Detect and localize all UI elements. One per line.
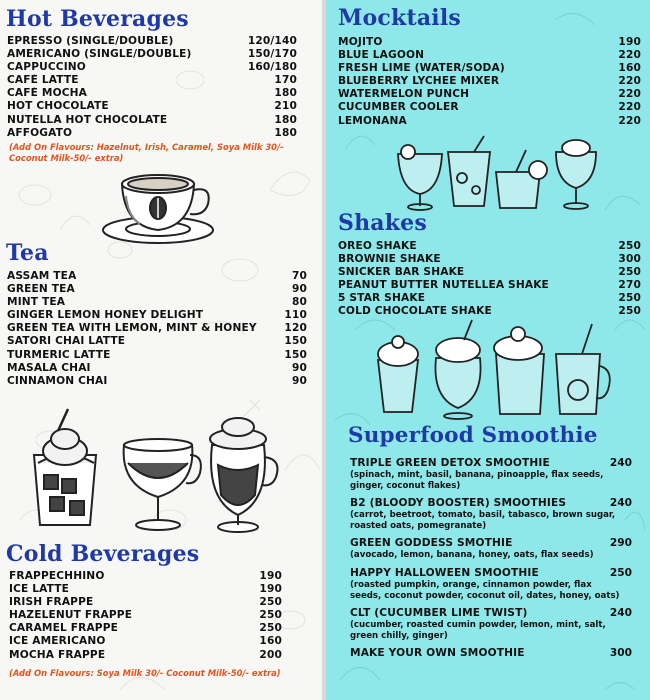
tea-item-name: SATORI CHAI LATTE	[7, 335, 126, 348]
smoothie-item-price: 240	[609, 497, 632, 510]
mocktails-list	[338, 36, 641, 128]
smoothie-item-price: 240	[609, 607, 632, 620]
shakes-list	[338, 240, 641, 319]
tea-item-price: 150	[284, 348, 307, 361]
tea-item	[7, 283, 307, 296]
hot-beverage-item-name: EPRESSO (SINGLE/DOUBLE)	[7, 35, 174, 47]
hot-beverage-item	[7, 74, 297, 87]
smoothie-item	[350, 647, 632, 660]
smoothie-item-name: CLT (CUCUMBER LIME TWIST)	[350, 607, 528, 620]
tea-item-name: GREEN TEA WITH LEMON, MINT & HONEY	[7, 322, 257, 335]
shake-item-name: SNICKER BAR SHAKE	[338, 266, 465, 279]
hot-beverage-item-name: CAFÉ MOCHA	[7, 87, 88, 100]
tea-item	[7, 362, 307, 375]
smoothie-item	[350, 607, 632, 641]
shake-item-name: COLD CHOCOLATE SHAKE	[338, 305, 492, 318]
mocktail-item-price: 220	[618, 49, 641, 62]
shake-item-name: 5 STAR SHAKE	[338, 292, 426, 305]
hot-beverage-item	[7, 87, 297, 100]
shake-item-price: 250	[618, 240, 641, 252]
coffee-cup-icon	[100, 172, 220, 252]
smoothie-item-name: HAPPY HALLOWEEN SMOOTHIE	[350, 566, 539, 579]
hot-beverage-item-name: HOT CHOCOLATE	[7, 100, 109, 113]
tea-item-price: 80	[291, 296, 307, 309]
mocktail-item	[338, 101, 641, 114]
smoothie-item	[350, 567, 632, 601]
milkshake-glasses-icon	[368, 320, 608, 420]
mocktail-item-price: 160	[618, 62, 641, 75]
cold-beverage-item	[9, 649, 282, 662]
mocktail-item-name: LEMONANA	[338, 114, 407, 127]
smoothie-item-name: B2 (BLOODY BOOSTER) SMOOTHIES	[350, 497, 567, 510]
shake-item	[338, 305, 641, 318]
cold-beverage-item	[9, 596, 282, 609]
smoothie-item	[350, 497, 632, 531]
smoothie-item-price: 240	[609, 457, 632, 469]
shake-item-name: PEANUT BUTTER NUTELLEA SHAKE	[338, 279, 549, 292]
shakes-heading: Shakes	[338, 210, 427, 236]
hot-beverage-item-name: AFFOGATO	[7, 126, 73, 139]
hot-beverage-item-price: 180	[274, 126, 297, 139]
cold-beverage-item-price: 250	[259, 609, 282, 622]
smoothie-item-description: (carrot, beetroot, tomato, basil, tabasco, brown sugar, roasted oats, pomegranate)	[350, 510, 616, 531]
smoothie-item-price: 290	[609, 537, 632, 550]
cold-beverage-item-name: ICE LATTE	[9, 583, 70, 596]
tea-item	[7, 335, 307, 348]
tea-item-name: TURMERIC LATTE	[7, 348, 111, 361]
mocktail-item-price: 190	[618, 36, 641, 48]
shake-item	[338, 240, 641, 253]
cold-beverage-item	[9, 583, 282, 596]
cold-beverage-item-name: FRAPPECHHINO	[9, 570, 105, 582]
shake-item-price: 250	[618, 292, 641, 305]
tea-item-price: 120	[284, 322, 307, 335]
hot-beverage-item-price: 160/180	[247, 61, 297, 74]
tea-heading: Tea	[6, 240, 49, 266]
mocktail-item-name: MOJITO	[338, 36, 383, 48]
hot-beverage-item-name: AMERICANO (SINGLE/DOUBLE)	[7, 48, 192, 61]
shake-item	[338, 292, 641, 305]
shake-item-price: 270	[618, 279, 641, 292]
cold-beverages-note: (Add On Flavours: Soya Milk 30/- Coconut Milk-50/- extra)	[9, 668, 281, 678]
cold-beverage-item-price: 250	[259, 596, 282, 609]
tea-item-price: 110	[284, 309, 307, 322]
mocktail-item	[338, 88, 641, 101]
smoothie-item-name: GREEN GODDESS SMOTHIE	[350, 537, 513, 550]
hot-beverage-item	[7, 127, 297, 140]
cold-beverage-item-price: 190	[259, 570, 282, 582]
tea-item	[7, 309, 307, 322]
cold-beverage-item-name: HAZELENUT FRAPPE	[9, 609, 133, 622]
mocktail-item	[338, 49, 641, 62]
mocktails-heading: Mocktails	[338, 5, 461, 31]
hot-beverage-item-name: CAFÉ LATTE	[7, 74, 79, 87]
mocktail-item-name: BLUEBERRY LYCHEE MIXER	[338, 75, 500, 88]
shake-item-price: 300	[618, 253, 641, 266]
cold-beverage-item	[9, 622, 282, 635]
smoothie-item	[350, 537, 632, 561]
hot-beverage-item-price: 150/170	[247, 48, 297, 61]
cold-beverage-item	[9, 635, 282, 648]
cold-beverage-item-price: 160	[259, 635, 282, 648]
smoothie-item-description: (cucumber, roasted cumin powder, lemon, mint, salt, green chilly, ginger)	[350, 620, 606, 641]
smoothie-item-price: 300	[609, 647, 632, 660]
shake-item-name: OREO SHAKE	[338, 240, 417, 252]
mocktail-item	[338, 36, 641, 49]
hot-beverage-item-price: 180	[274, 87, 297, 100]
smoothie-item-price: 250	[609, 566, 632, 579]
mocktail-item-price: 220	[618, 75, 641, 88]
cold-beverages-heading: Cold Beverages	[6, 541, 200, 567]
mocktail-glasses-icon	[392, 132, 602, 212]
mocktail-item-name: WATERMELON PUNCH	[338, 88, 470, 101]
mocktail-item-name: FRESH LIME (WATER/SODA)	[338, 62, 505, 75]
tea-item	[7, 375, 307, 388]
cold-beverage-item-name: IRISH FRAPPE	[9, 596, 94, 609]
mocktail-item-price: 220	[618, 114, 641, 127]
tea-item-price: 70	[291, 270, 307, 282]
shake-item	[338, 253, 641, 266]
cold-beverage-item	[9, 609, 282, 622]
hot-beverage-item	[7, 114, 297, 127]
cold-beverage-item-name: CARAMEL FRAPPE	[9, 622, 119, 635]
cold-beverage-item-name: MOCHA FRAPPE	[9, 648, 106, 661]
tea-item	[7, 296, 307, 309]
cold-beverage-item	[9, 570, 282, 583]
tea-item-price: 90	[291, 361, 307, 374]
tea-item-name: ASSAM TEA	[7, 270, 77, 282]
shake-item	[338, 279, 641, 292]
smoothie-list	[350, 457, 632, 666]
hot-beverages-heading: Hot Beverages	[6, 6, 189, 32]
hot-beverage-item-price: 170	[274, 74, 297, 87]
tea-item	[7, 322, 307, 335]
mocktail-item-price: 220	[618, 88, 641, 101]
tea-list	[7, 270, 307, 388]
smoothie-item-name: MAKE YOUR OWN SMOOTHIE	[350, 647, 525, 660]
smoothie-item-description: (spinach, mint, basil, banana, pinoapple, flax seeds, ginger, coconut flakes)	[350, 470, 604, 491]
hot-beverage-item	[7, 35, 297, 48]
hot-beverage-item	[7, 48, 297, 61]
smoothie-item	[350, 457, 632, 491]
tea-item-price: 150	[284, 335, 307, 348]
smoothie-item-description: (avocado, lemon, banana, honey, oats, flax seeds)	[350, 550, 594, 561]
tea-item-name: MASALA CHAI	[7, 361, 91, 374]
hot-beverage-item	[7, 100, 297, 113]
hot-beverage-item	[7, 61, 297, 74]
hot-beverage-item-price: 120/140	[247, 35, 297, 47]
tea-item-name: GREEN TEA	[7, 283, 75, 296]
shake-item-price: 250	[618, 266, 641, 279]
hot-beverages-list	[7, 35, 297, 140]
mocktail-item	[338, 115, 641, 128]
tea-item-price: 90	[291, 283, 307, 296]
shake-item-name: BROWNIE SHAKE	[338, 253, 441, 266]
smoothie-item-description: (roasted pumpkin, orange, cinnamon powder, flax seeds, coconut powder, coconut oil, dates, honey, oats)	[350, 579, 620, 601]
iced-drinks-icon	[28, 405, 288, 535]
mocktail-item	[338, 75, 641, 88]
shake-item-price: 250	[618, 305, 641, 318]
mocktail-item-price: 220	[618, 101, 641, 114]
hot-beverage-item-price: 180	[274, 113, 297, 126]
tea-item-name: CINNAMON CHAI	[7, 374, 108, 387]
mocktail-item-name: BLUE LAGOON	[338, 49, 425, 62]
mocktail-item-name: CUCUMBER COOLER	[338, 101, 459, 114]
cold-beverage-item-name: ICE AMERICANO	[9, 635, 106, 648]
cold-beverage-item-price: 200	[259, 648, 282, 661]
smoothie-heading: Superfood Smoothie	[348, 423, 598, 448]
shake-item	[338, 266, 641, 279]
tea-item	[7, 270, 307, 283]
smoothie-item-name: TRIPLE GREEN DETOX SMOOTHIE	[350, 457, 550, 469]
tea-item-name: MINT TEA	[7, 296, 66, 309]
mocktail-item	[338, 62, 641, 75]
hot-beverage-item-name: NUTELLA HOT CHOCOLATE	[7, 113, 168, 126]
tea-item	[7, 349, 307, 362]
cold-beverage-item-price: 190	[259, 583, 282, 596]
tea-item-name: GINGER LEMON HONEY DELIGHT	[7, 309, 204, 322]
hot-beverage-item-name: CAPPUCCINO	[7, 61, 86, 74]
cold-beverage-item-price: 250	[259, 622, 282, 635]
cold-beverages-list	[9, 570, 282, 662]
panel-divider	[322, 0, 326, 700]
hot-beverage-item-price: 210	[274, 100, 297, 113]
hot-beverages-note: (Add On Flavours: Hazelnut, Irish, Caramel, Soya Milk 30/- Coconut Milk-50/- extra)	[9, 142, 284, 163]
tea-item-price: 90	[291, 374, 307, 387]
